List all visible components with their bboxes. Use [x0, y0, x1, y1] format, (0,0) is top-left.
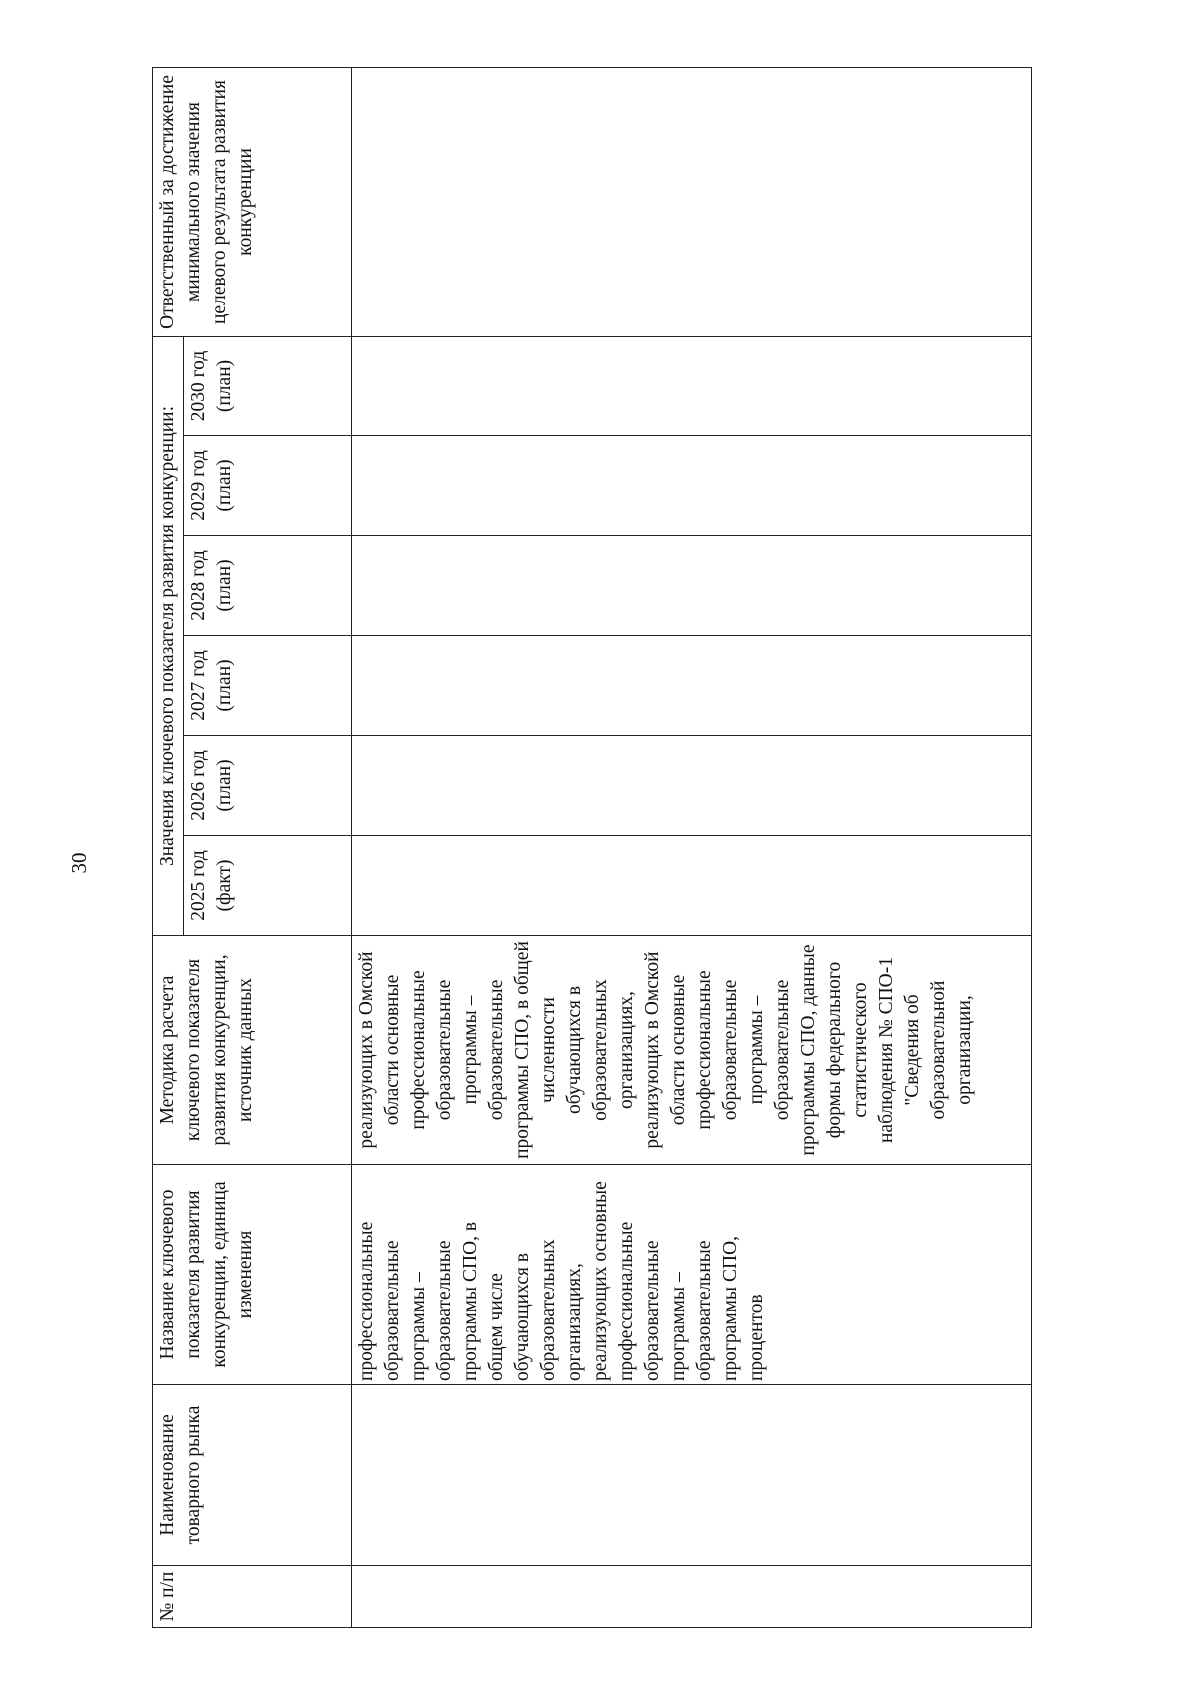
header-row-1 — [153, 67, 184, 1627]
cell-market — [352, 1385, 1032, 1566]
header-num: № п/п — [153, 1566, 352, 1628]
header-year-2025: 2025 год (факт) — [184, 836, 352, 936]
header-year-2027: 2027 год (план) — [184, 636, 352, 736]
header-method: Методика расчета ключевого показателя развития конкуренции, источник данных — [153, 936, 352, 1165]
page-number: 30 — [67, 852, 91, 874]
competition-indicator-table — [152, 67, 1032, 1628]
header-responsible: Ответственный за достижение минимального значения целевого результата развития конкуренции — [153, 67, 352, 336]
header-year-2026: 2026 год (план) — [184, 736, 352, 836]
header-year-2030: 2030 год (план) — [184, 336, 352, 435]
header-year-2028: 2028 год (план) — [184, 536, 352, 636]
cell-num — [352, 1566, 1032, 1628]
cell-indicator-name: профессиональные образовательные программы – образовательные программы СПО, в общем числе обучающихся в образовательных организациях, реализующих основные профессиональные образовательные программы – образовательные программы СПО, процентов — [352, 1165, 1032, 1385]
cell-value-2029 — [352, 436, 1032, 536]
cell-value-2026 — [352, 736, 1032, 836]
header-market: Наименование товарного рынка — [153, 1385, 352, 1566]
rotated-table-container — [152, 68, 1032, 1628]
table-row — [352, 67, 1032, 1627]
cell-value-2025 — [352, 836, 1032, 936]
header-year-2029: 2029 год (план) — [184, 436, 352, 536]
cell-value-2027 — [352, 636, 1032, 736]
cell-responsible — [352, 67, 1032, 336]
header-indicator-name: Название ключевого показателя развития конкуренции, единица изменения — [153, 1165, 352, 1385]
cell-value-2030 — [352, 336, 1032, 435]
cell-value-2028 — [352, 536, 1032, 636]
header-values-group: Значения ключевого показателя развития конкуренции: — [153, 336, 184, 935]
cell-method: реализующих в Омской области основные профессиональные образовательные программы – образовательные программы СПО, в общей численности обучающихся в образовательных организациях, реализующих в Омской области основные профессиональные образовательные программы – образовательные программы СПО, данные формы федерального статистического наблюдения № СПО-1 "Сведения об образовательной организации, — [352, 936, 1032, 1165]
